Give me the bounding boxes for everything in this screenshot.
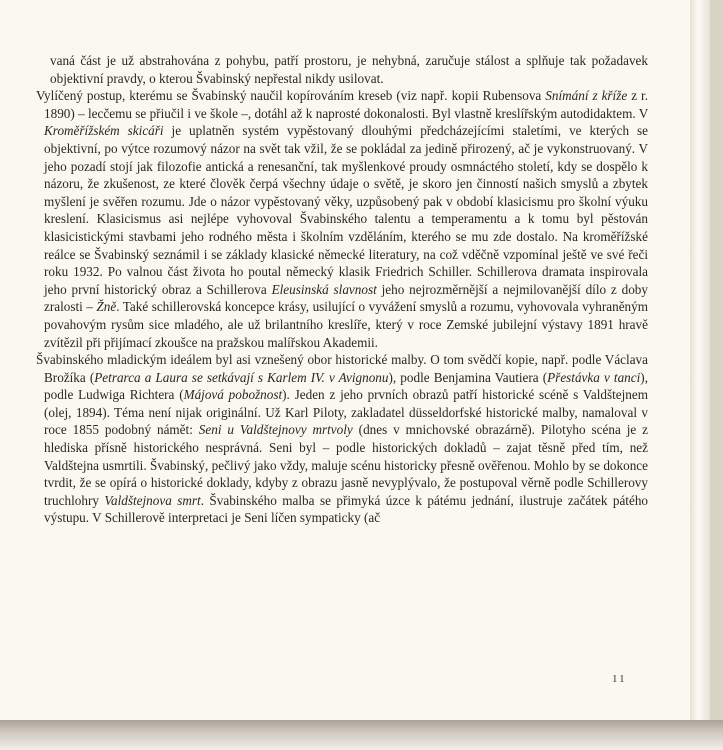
text-run: vaná část je už abstrahována z pohybu, patří prostoru, je nehybná, zaručuje stálost a splňuje tak požadavek objektivní pravdy, o kterou Švabinský nepřestal nikdy usilovat. xyxy=(50,53,648,86)
body-text xyxy=(36,52,649,527)
italic-title: Májová pobožnost xyxy=(183,387,283,403)
text-run: Švabinského mladickým ideálem byl asi vznešený obor historické malby. O tom svědčí kopie, např. podle Václava Brožíka ( xyxy=(36,352,648,385)
italic-title: Přestávka v tanci xyxy=(547,369,641,385)
text-run: ), podle Ludwiga Richtera ( xyxy=(44,369,648,403)
text-run: . Také schillerovská koncepce krásy, usilující o vyvážení smyslů a rozumu, vyhovovala vyhraněným povahovým rysům sice mladého, ale už brilantního kreslíře, který v roce Zemské jubilejní výstavy 1891 hravě zvítězil při přijímací zkoušce na pražskou malířskou Akademii. xyxy=(44,299,648,350)
page-number: 11 xyxy=(612,673,627,685)
text-run: z r. 1890) – lecčemu se přiučil i ve škole –, dotáhl až k naprosté dokonalosti. Byl vlastně kreslířským autodidaktem. V xyxy=(44,88,648,121)
text-run: ), podle Benjamina Vautiera ( xyxy=(388,369,548,385)
paragraph-continued xyxy=(44,52,648,87)
cover-edge xyxy=(710,0,723,750)
paragraph-historical-painting xyxy=(36,351,649,527)
italic-title: Eleusinská slavnost xyxy=(271,281,377,297)
text-run: je uplatněn systém vypěstovaný dlouhými předcházejícími staletími, ve kterých se objektivní, po výtce rozumový názor na svět tak vžil, že se pokládal za jedině přirozený, ač je vykonstruovaný. V jeho pozadí stojí jak filozofie antická a renesanční, tak myšlenkové proudy osmnáctého století, kdy se dospělo k názoru, že zkušenost, ze které člověk čerpá všechny údaje o světě, je skoro jen činností našich smyslů a zbytek myšlení je svěřen rozumu. Jde o názor vypěstovaný věky, uzpůsobený pak v období klasicismu pro školní výuku kreslení. Klasicismus asi nejlépe vyhovoval Švabinského talentu a temperamentu a k tomu byl pěstován klasicistickými stavbami jeho rodného města i školním vzděláním, kterého se mu zde dostalo. Na kroměřížské reálce se Švabinský seznámil i se základy klasické německé literatury, na což vděčně vzpomínal ještě ve své řeči roku 1932. Po valnou část života ho poutal německý klasik Friedrich Schiller. Schillerova dramata inspirovala jeho první historický obraz a Schillerova xyxy=(44,123,649,297)
paragraph-procedure xyxy=(36,87,649,351)
text-run: . Švabinského malba se přimyká úzce k pátému jednání, ilustruje začátek pátého výstupu. V Schillerově interpretaci je Seni líčen sympaticky (ač xyxy=(44,492,649,526)
text-run: (dnes v mnichovské obrazárně). Pilotyho scéna je z hlediska přísně historického nesprávná. Seni byl – podle historických dokladů – zajat těsně před tím, než Valdštejna usmrtili. Švabinský, pečlivý jako vždy, maluje scénu historicky přesně ověřenou. Mohlo by se dokonce tvrdit, že se opírá o historické doklady, kdyby z obrazu jasně nevyplývalo, že postupoval věrně podle Schillerovy truchlohry xyxy=(44,422,649,508)
italic-title: Seni u Valdštejnovy mrtvoly xyxy=(198,422,353,438)
italic-title: Valdštejnova smrt xyxy=(104,492,201,508)
italic-title: Kroměřížském skicáři xyxy=(44,123,164,139)
text-run: Vylíčený postup, kterému se Švabinský naučil kopírováním kreseb (viz např. kopii Rubensova xyxy=(36,88,546,104)
text-run: jeho nejrozměrnější a nejmilovanější dílo z doby zralosti – xyxy=(44,281,648,315)
italic-title: Petrarca a Laura se setkávají s Karlem IV. v Avignonu xyxy=(94,369,389,385)
text-run: ). Jeden z jeho prvních obrazů patří historické scéně s Valdštejnem (olej, 1894). Téma není nijak originální. Už Karl Piloty, zakladatel düsseldorfské historické malby, namaloval v roce 1855 podobný námět: xyxy=(44,387,648,438)
italic-title: Žně xyxy=(96,299,117,315)
italic-title: Snímání z kříže xyxy=(545,88,628,104)
page-edge-bottom xyxy=(0,720,723,750)
